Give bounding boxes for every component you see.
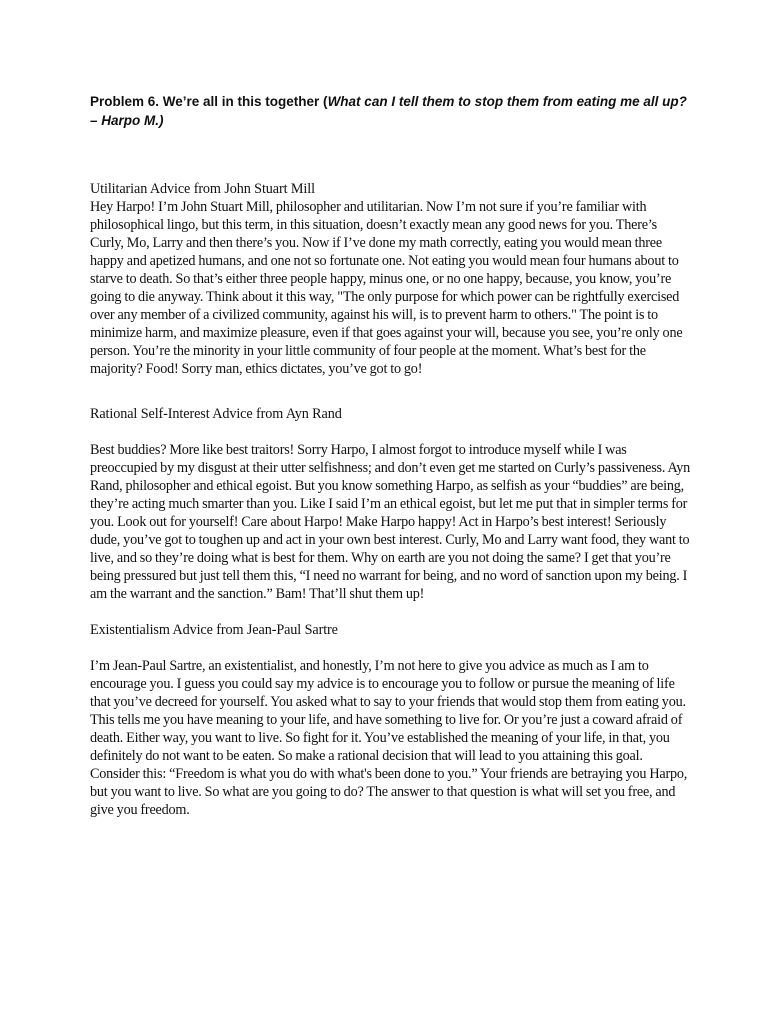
document-page [90, 92, 690, 819]
section-body-mill: Hey Harpo! I’m John Stuart Mill, philosopher and utilitarian. Now I’m not sure if you’re familiar with philosophical lingo, but this term, in this situation, doesn’t exactly mean any good news for you. There’s Curly, Mo, Larry and then there’s you. Now if I’ve done my math correctly, eating you would mean three happy and apetized humans, and one not so fortunate one. Not eating you would mean four humans about to starve to death. So that’s either three people happy, minus one, or no one happy, because, you know, you’re going to die anyway. Think about it this way, "The only purpose for which power can be rightfully exercised over any member of a civilized community, against his will, is to prevent harm to others." The point is to minimize harm, and maximize pleasure, even if that goes against your will, because you see, you’re only one person. You’re the minority in your little community of four people at the moment. What’s best for the majority? Food! Sorry man, ethics dictates, you’ve got to go! [90, 199, 683, 377]
section-body-rand: Best buddies? More like best traitors! Sorry Harpo, I almost forgot to introduce myself while I was preoccupied by my disgust at their utter selfishness; and don’t even get me started on Curly’s passiveness. Ayn Rand, philosopher and ethical egoist. But you know something Harpo, as selfish as your “buddies” are being, they’re acting much smarter than you. Like I said I’m an ethical egoist, but let me put that in simpler terms for you. Look out for yourself! Care about Harpo! Make Harpo happy! Act in Harpo’s best interest! Seriously dude, you’ve got to toughen up and act in your own best interest. Curly, Mo and Larry want food, they want to live, and so they’re doing what is best for them. Why on earth are you not doing the same? I get that you’re being pressured but just tell them this, “I need no warrant for being, and no word of sanction upon my being. I am the warrant and the sanction.” Bam! That’ll shut them up! [90, 442, 690, 602]
section-body-sartre: I’m Jean-Paul Sartre, an existentialist, and honestly, I’m not here to give you advice as much as I am to encourage you. I guess you could say my advice is to encourage you to follow or pursue the meaning of life that you’ve decreed for yourself. You asked what to say to your friends that would stop them from eating you. This tells me you have meaning to your life, and have something to live for. Or you’re just a coward afraid of death. Either way, you want to live. So fight for it. You’ve established the meaning of your life, in that, you definitely do not want to be eaten. So make a rational decision that will lead to you attaining this goal. Consider this: “Freedom is what you do with what's been done to you.” Your friends are betraying you Harpo, but you want to live. So what are you going to do? The answer to that question is what will set you free, and give you freedom. [90, 658, 688, 818]
problem-title-quote: What can I tell them to stop them from eating me all up? – Harpo M.) [90, 94, 687, 128]
section-heading-sartre: Existentialism Advice from Jean-Paul Sartre [90, 622, 338, 638]
problem-title [90, 92, 690, 130]
section-heading-rand: Rational Self-Interest Advice from Ayn Rand [90, 406, 342, 422]
problem-title-main: Problem 6. We’re all in this together ( [90, 94, 328, 109]
section-heading-mill: Utilitarian Advice from John Stuart Mill [90, 181, 315, 197]
